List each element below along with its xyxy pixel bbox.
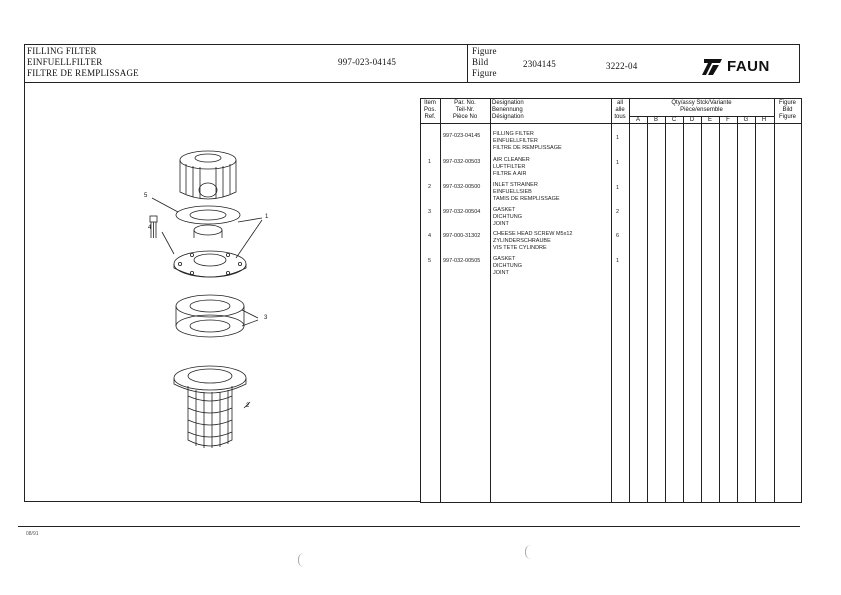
header-divider xyxy=(467,44,468,83)
figure-label-en: Figure xyxy=(472,46,497,56)
flange-top xyxy=(174,251,246,277)
col-rule-end xyxy=(801,98,802,502)
col-rule-3 xyxy=(611,98,612,502)
drawing-bottom-rule xyxy=(24,501,420,502)
col-rule-2 xyxy=(490,98,491,502)
variant-a: A xyxy=(635,117,640,123)
row-part-no: 997-000-31302 xyxy=(443,233,481,239)
row-all: 6 xyxy=(616,233,620,239)
col-rule-1 xyxy=(440,98,441,502)
col-rule-d xyxy=(683,116,684,502)
row-designation-en: GASKET xyxy=(493,256,516,262)
figure-label-de: Bild xyxy=(472,57,489,67)
footer-code: 08/91 xyxy=(26,531,39,537)
callout-1: 1 xyxy=(265,214,269,220)
header-qty: Qty/assy Stck/Variante Pièce/ensemble xyxy=(671,100,732,113)
faun-logo-icon xyxy=(702,57,724,77)
col-rule-c xyxy=(665,116,666,502)
row-item: 2 xyxy=(428,184,432,190)
gasket-5 xyxy=(176,206,240,224)
col-rule-figure xyxy=(774,98,775,502)
header-all: all alle tous xyxy=(614,100,626,120)
row-designation-de: DICHTUNG xyxy=(493,263,523,269)
variant-h: H xyxy=(761,117,767,123)
variant-f: F xyxy=(726,117,730,123)
header-top-rule xyxy=(24,44,800,45)
row-designation-de: DICHTUNG xyxy=(493,214,523,220)
scan-mark xyxy=(525,545,532,559)
title-en: FILLING FILTER xyxy=(27,46,97,56)
callout-2: 2 xyxy=(246,403,250,409)
row-designation-fr: FILTRE DE REMPLISSAGE xyxy=(493,145,562,151)
row-designation-fr: JOINT xyxy=(493,270,509,276)
variant-b: B xyxy=(653,117,658,123)
row-designation-fr: JOINT xyxy=(493,221,509,227)
variant-g: G xyxy=(743,117,749,123)
row-all: 1 xyxy=(616,258,620,264)
row-designation-de: ZYLINDERSCHRAUBE xyxy=(493,238,551,244)
header-right-rule xyxy=(799,44,800,83)
row-item: 1 xyxy=(428,159,432,165)
col-rule-b xyxy=(647,116,648,502)
variant-e: E xyxy=(707,117,712,123)
row-designation-fr: TAMIS DE REMPLISSAGE xyxy=(493,196,560,202)
variant-c: C xyxy=(671,117,677,123)
row-designation-en: GASKET xyxy=(493,207,516,213)
row-item: 4 xyxy=(428,233,432,239)
row-item: 3 xyxy=(428,209,432,215)
inlet-strainer-2 xyxy=(174,366,246,448)
row-all: 1 xyxy=(616,185,620,191)
header-part-no: Par. No. Teil-Nr. Pièce No xyxy=(452,100,478,120)
air-cleaner-cap xyxy=(180,151,236,199)
row-part-no: 997-032-00505 xyxy=(443,258,481,264)
col-rule-h xyxy=(755,116,756,502)
row-item: 5 xyxy=(428,258,432,264)
header-item: Item Pos. Ref. xyxy=(423,100,436,120)
page-left-rule xyxy=(24,82,25,502)
table-bottom-rule xyxy=(420,502,802,503)
row-designation-en: FILLING FILTER xyxy=(493,131,534,137)
row-designation-en: CHEESE HEAD SCREW M5x12 xyxy=(493,231,573,237)
group-number: 3222-04 xyxy=(606,61,638,71)
variant-d: D xyxy=(689,117,695,123)
row-designation-de: EINFUELLSIEB xyxy=(493,189,532,195)
faun-logo xyxy=(702,57,798,79)
header-designation: Designation Benennung Désignation xyxy=(492,100,524,120)
footer-rule xyxy=(18,526,800,527)
row-designation-de: EINFUELLFILTER xyxy=(493,138,538,144)
row-designation-en: AIR CLEANER xyxy=(493,157,530,163)
callout-5: 5 xyxy=(144,193,148,199)
row-all: 1 xyxy=(616,160,620,166)
row-designation-en: INLET STRAINER xyxy=(493,182,538,188)
header-bottom-rule xyxy=(24,82,800,83)
gaskets-3 xyxy=(176,295,244,337)
col-rule-4 xyxy=(629,98,630,502)
row-part-no: 997-032-00504 xyxy=(443,209,481,215)
row-part-no: 997-032-00500 xyxy=(443,184,481,190)
row-all: 2 xyxy=(616,209,620,215)
row-designation-fr: VIS TETE CYLINDRE xyxy=(493,245,547,251)
row-part-no: 997-032-00503 xyxy=(443,159,481,165)
col-rule-0 xyxy=(420,98,421,502)
row-part-no: 997-023-04145 xyxy=(443,133,481,139)
callout-3: 3 xyxy=(264,315,268,321)
figure-number: 2304145 xyxy=(523,59,556,69)
scan-mark xyxy=(298,553,305,567)
part-number: 997-023-04145 xyxy=(338,57,397,67)
col-rule-g xyxy=(737,116,738,502)
document-title xyxy=(27,46,139,79)
callout-4: 4 xyxy=(148,225,152,231)
col-rule-e xyxy=(701,116,702,502)
col-rule-f xyxy=(719,116,720,502)
exploded-view-drawing xyxy=(130,140,280,460)
logo-wordmark: FAUN xyxy=(727,58,770,75)
figure-labels xyxy=(472,46,497,79)
row-designation-fr: FILTRE A AIR xyxy=(493,171,527,177)
figure-label-fr: Figure xyxy=(472,68,497,78)
row-designation-de: LUFTFILTER xyxy=(493,164,526,170)
title-fr: FILTRE DE REMPLISSAGE xyxy=(27,68,139,78)
header-figure: Figure Bild Figure xyxy=(778,100,796,120)
row-all: 1 xyxy=(616,135,620,141)
title-de: EINFUELLFILTER xyxy=(27,57,103,67)
header-left-rule xyxy=(24,44,25,83)
